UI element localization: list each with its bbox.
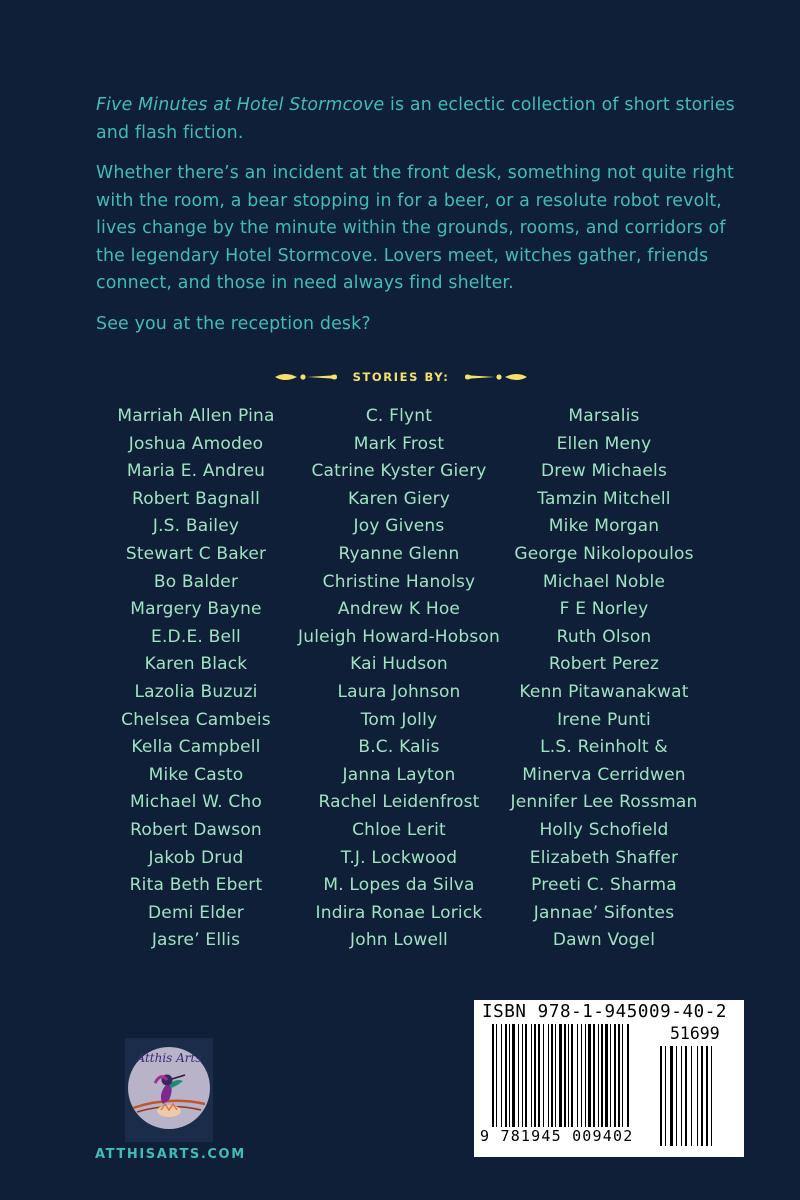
barcode-bar xyxy=(509,1024,510,1134)
author-name: Christine Hanolsy xyxy=(322,571,476,592)
author-name: Drew Michaels xyxy=(540,461,668,482)
logo-text: Atthis Arts xyxy=(136,1051,202,1065)
author-name: Bo Balder xyxy=(153,571,239,592)
barcode-bar xyxy=(605,1024,608,1134)
barcode-bar xyxy=(551,1024,553,1134)
barcode-bar xyxy=(492,1024,494,1134)
barcode-bar xyxy=(534,1024,536,1134)
author-name: Juleigh Howard-Hobson xyxy=(298,626,500,647)
author-name: Rachel Leidenfrost xyxy=(318,792,480,813)
author-name: B.C. Kalis xyxy=(358,737,440,758)
author-name: John Lowell xyxy=(350,930,448,951)
author-name: Robert Dawson xyxy=(130,819,262,840)
author-name: Mike Casto xyxy=(148,764,244,785)
barcode-bar xyxy=(681,1046,682,1146)
author-name: Elizabeth Shaffer xyxy=(529,847,679,868)
author-name: J.S. Bailey xyxy=(152,516,240,537)
blurb-paragraph-3: See you at the reception desk? xyxy=(96,313,371,334)
barcode-bar xyxy=(548,1024,549,1134)
author-name: Marriah Allen Pina xyxy=(117,406,275,426)
author-name: Mark Frost xyxy=(353,433,445,454)
book-title: Five Minutes at Hotel Stormcove xyxy=(96,95,385,115)
barcode-bar xyxy=(676,1046,677,1146)
barcode-bar xyxy=(706,1046,708,1146)
barcode-bar xyxy=(571,1024,573,1134)
author-column-3 xyxy=(474,403,734,955)
barcode-bar xyxy=(496,1024,497,1134)
barcode-bar xyxy=(691,1046,692,1146)
barcode-bar xyxy=(622,1024,623,1134)
author-name: Robert Perez xyxy=(548,654,660,675)
author-name: Kai Hudson xyxy=(350,654,448,675)
barcode-bar xyxy=(685,1046,687,1146)
author-name: Preeti C. Sharma xyxy=(531,875,677,896)
author-name: Michael W. Cho xyxy=(129,792,263,813)
author-name: Andrew K Hoe xyxy=(337,599,461,620)
author-name: M. Lopes da Silva xyxy=(323,875,475,896)
barcode-bar xyxy=(593,1024,595,1134)
author-name: T.J. Lockwood xyxy=(340,847,458,868)
barcode-bar xyxy=(618,1024,620,1134)
author-name: Holly Schofield xyxy=(539,819,669,840)
author-name: Ellen Meny xyxy=(556,433,652,454)
barcode-bar xyxy=(531,1024,532,1134)
author-name: Michael Noble xyxy=(542,571,666,592)
barcode-bar xyxy=(660,1046,662,1146)
right-flourish-icon xyxy=(463,370,529,384)
author-name: Jakob Drud xyxy=(148,847,244,868)
barcode-bar xyxy=(522,1024,523,1134)
author-name: Demi Elder xyxy=(148,902,244,923)
barcode-bar xyxy=(697,1046,698,1146)
author-name: Irene Punti xyxy=(557,709,651,730)
author-name: C. Flynt xyxy=(365,406,433,426)
blurb-paragraph-1 xyxy=(96,92,736,147)
author-name: Rita Beth Ebert xyxy=(129,875,263,896)
author-name: Kella Campbell xyxy=(131,737,261,758)
barcode-bar xyxy=(555,1024,556,1134)
author-name: Lazolia Buzuzi xyxy=(134,681,258,702)
barcode-bar xyxy=(588,1024,591,1134)
author-name: L.S. Reinholt & xyxy=(540,737,668,758)
author-name: Minerva Cerridwen xyxy=(522,764,686,785)
barcode-bar xyxy=(670,1046,673,1146)
author-name: Joshua Amodeo xyxy=(128,433,264,454)
author-name: Ruth Olson xyxy=(556,626,652,647)
isbn-barcode xyxy=(474,1000,744,1157)
author-name: Indira Ronae Lorick xyxy=(315,902,483,923)
barcode-bar xyxy=(501,1024,502,1134)
author-name: Jasre’ Ellis xyxy=(151,930,241,951)
author-name: Chelsea Cambeis xyxy=(121,709,271,730)
back-cover-blurb xyxy=(96,92,736,351)
author-name: Robert Bagnall xyxy=(131,488,261,509)
author-name: Maria E. Andreu xyxy=(126,461,266,482)
blurb-paragraph-2: Whether there’s an incident at the front desk, something not quite right with the room, a bear stopping in for a beer, or a resolute robot revolt, lives change by the minute within the grounds, rooms, and corridors of the legendary Hotel Stormcove. Lovers meet, witches gather, friends connect, and those in need always find shelter. xyxy=(96,163,734,293)
author-name: Jennifer Lee Rossman xyxy=(510,792,698,813)
author-name: E.D.E. Bell xyxy=(151,626,241,647)
author-name: Chloe Lerit xyxy=(352,819,446,840)
author-name: Tom Jolly xyxy=(360,709,438,730)
barcode-bar xyxy=(512,1024,515,1134)
barcode-bar xyxy=(598,1024,599,1134)
publisher-website[interactable]: ATTHISARTS.COM xyxy=(95,1147,246,1162)
author-name: Stewart C Baker xyxy=(125,543,267,564)
publisher-logo xyxy=(125,1038,213,1142)
barcode-digits: 9 781945 009402 xyxy=(480,1127,634,1145)
author-name: Kenn Pitawanakwat xyxy=(519,681,689,702)
isbn-line: ISBN 978-1-945009-40-2 xyxy=(482,1002,727,1022)
author-name: Catrine Kyster Giery xyxy=(311,461,487,482)
left-flourish-icon xyxy=(273,370,339,384)
author-name: Janna Layton xyxy=(342,764,456,785)
barcode-bar xyxy=(610,1024,611,1134)
author-name: Margery Bayne xyxy=(130,599,262,620)
author-name: Tamzin Mitchell xyxy=(537,488,671,509)
barcode-bar xyxy=(525,1024,527,1134)
price-code: 51699 xyxy=(670,1024,720,1043)
author-name: Mike Morgan xyxy=(548,516,660,537)
barcode-bar xyxy=(577,1024,578,1134)
barcode-bar xyxy=(665,1046,666,1146)
barcode-bar xyxy=(559,1024,562,1134)
author-name: George Nikolopoulos xyxy=(514,543,694,564)
author-name: Joy Givens xyxy=(353,516,445,537)
author-name: Laura Johnson xyxy=(337,681,461,702)
barcode-bar xyxy=(564,1024,566,1134)
barcode-bar xyxy=(568,1024,569,1134)
author-name: Dawn Vogel xyxy=(552,930,656,951)
stories-by-divider xyxy=(258,366,544,388)
stories-by-label: STORIES BY: xyxy=(352,370,450,384)
barcode-bar xyxy=(581,1024,582,1134)
barcode-bar xyxy=(518,1024,519,1134)
barcode-bar xyxy=(543,1024,544,1134)
barcode-bar xyxy=(701,1046,703,1146)
author-name: Jannae’ Sifontes xyxy=(533,902,675,923)
barcode-bar xyxy=(627,1024,629,1134)
barcode-bar xyxy=(614,1024,616,1134)
barcode-bar xyxy=(601,1024,603,1134)
author-name: Marsalis xyxy=(568,406,640,426)
barcode-bar xyxy=(538,1024,540,1134)
barcode-bar xyxy=(505,1024,507,1134)
author-name: Karen Giery xyxy=(347,488,451,509)
barcode-bar xyxy=(585,1024,586,1134)
author-name: Ryanne Glenn xyxy=(338,543,460,564)
blurb-p1-text: is an eclectic collection of short stories and flash fiction. xyxy=(96,95,735,143)
author-name: Karen Black xyxy=(144,654,248,675)
author-name: F E Norley xyxy=(559,599,649,620)
barcode-bar xyxy=(711,1046,712,1146)
